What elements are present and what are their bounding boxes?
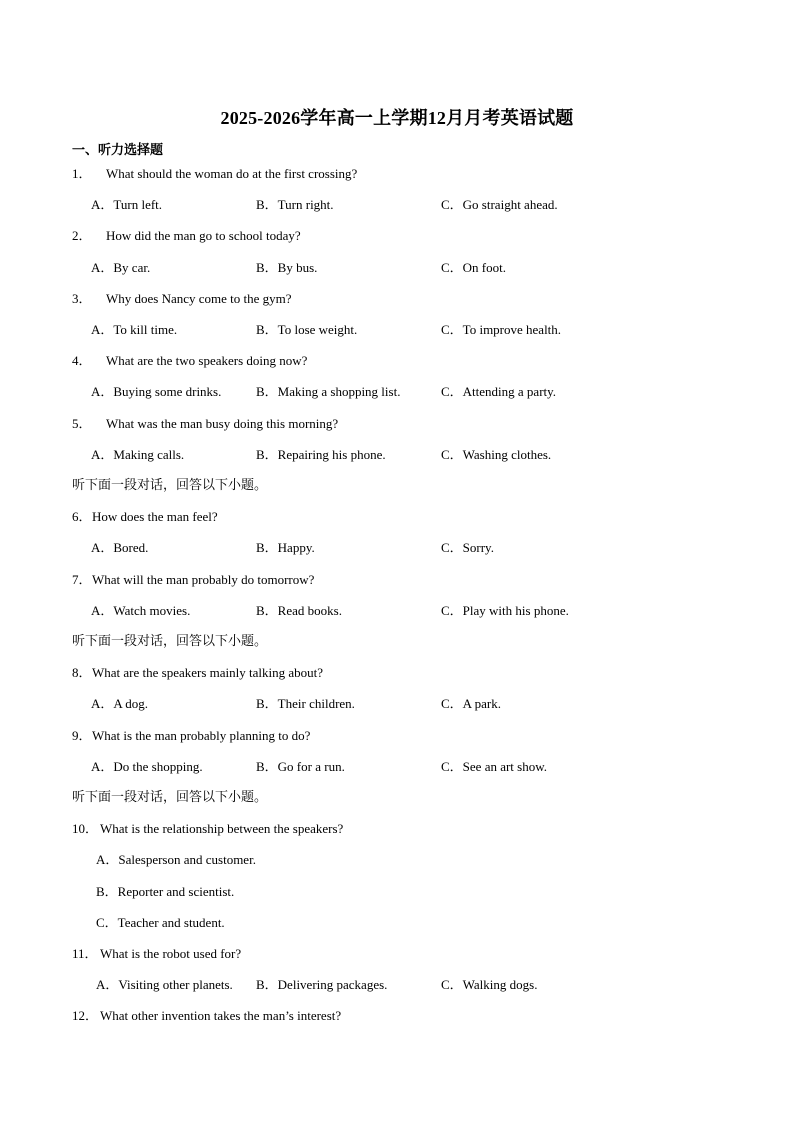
option-a: A．Watch movies. xyxy=(91,603,191,618)
option-a: A．Bored. xyxy=(91,540,149,555)
question-9 xyxy=(72,728,310,744)
question-number: 2． xyxy=(72,228,92,243)
page-title: 2025-2026学年高一上学期12月月考英语试题 xyxy=(220,108,574,128)
option-c: C．Attending a party. xyxy=(441,384,557,399)
option-b: B．Reporter and scientist. xyxy=(96,884,235,899)
question-4 xyxy=(72,353,307,369)
question-3 xyxy=(72,291,292,307)
option-c: C．To improve health. xyxy=(441,322,562,337)
question-1 xyxy=(72,166,357,182)
option-b: B．Repairing his phone. xyxy=(256,447,386,462)
question-number: 1． xyxy=(72,166,92,181)
option-c: C．Walking dogs. xyxy=(441,977,538,992)
option-c: C．Play with his phone. xyxy=(441,603,569,618)
question-text: What was the man busy doing this morning? xyxy=(106,416,339,431)
option-a: A．Turn left. xyxy=(91,197,163,212)
option-b: B．By bus. xyxy=(256,260,318,275)
option-b: B．Read books. xyxy=(256,603,342,618)
question-text: What will the man probably do tomorrow? xyxy=(92,572,315,587)
option-b: B．Go for a run. xyxy=(256,759,345,774)
option-c: C．Go straight ahead. xyxy=(441,197,558,212)
question-number: 7． xyxy=(72,572,92,587)
question-text: Why does Nancy come to the gym? xyxy=(106,291,292,306)
option-b: B．Their children. xyxy=(256,696,355,711)
question-number: 5． xyxy=(72,416,92,431)
question-12 xyxy=(72,1008,341,1024)
question-number: 6． xyxy=(72,509,92,524)
option-a: A．Visiting other planets. xyxy=(96,977,233,992)
question-number: 12． xyxy=(72,1008,99,1023)
option-b: B．Happy. xyxy=(256,540,315,555)
option-c: C．On foot. xyxy=(441,260,507,275)
question-number: 10． xyxy=(72,821,99,836)
question-number: 8． xyxy=(72,665,92,680)
question-8 xyxy=(72,665,323,681)
question-number: 9． xyxy=(72,728,92,743)
question-text: How did the man go to school today? xyxy=(106,228,301,243)
option-c: C．Sorry. xyxy=(441,540,494,555)
question-text: What are the two speakers doing now? xyxy=(106,353,308,368)
listening-instruction: 听下面一段对话，回答以下小题。 xyxy=(72,790,268,805)
option-a: A．A dog. xyxy=(91,696,149,711)
question-number: 11． xyxy=(72,946,98,961)
question-6 xyxy=(72,509,218,525)
option-a: A．By car. xyxy=(91,260,151,275)
option-a: A．Do the shopping. xyxy=(91,759,203,774)
question-10 xyxy=(72,821,343,837)
option-a: A．Buying some drinks. xyxy=(91,384,222,399)
option-a: A．Making calls. xyxy=(91,447,185,462)
question-text: What is the man probably planning to do? xyxy=(92,728,311,743)
question-number: 3． xyxy=(72,291,92,306)
option-b: B．Delivering packages. xyxy=(256,977,388,992)
question-5 xyxy=(72,416,338,432)
option-b: B．Making a shopping list. xyxy=(256,384,401,399)
option-b: B．To lose weight. xyxy=(256,322,358,337)
option-c: C．Washing clothes. xyxy=(441,447,552,462)
question-11 xyxy=(72,946,241,962)
option-b: B．Turn right. xyxy=(256,197,334,212)
option-c: C．Teacher and student. xyxy=(96,915,225,930)
question-text: How does the man feel? xyxy=(92,509,218,524)
section-heading: 一、听力选择题 xyxy=(72,143,164,158)
listening-instruction: 听下面一段对话，回答以下小题。 xyxy=(72,634,268,649)
option-c: C．A park. xyxy=(441,696,501,711)
question-number: 4． xyxy=(72,353,92,368)
question-text: What are the speakers mainly talking about? xyxy=(92,665,324,680)
option-a: A．Salesperson and customer. xyxy=(96,852,256,867)
option-c: C．See an art show. xyxy=(441,759,548,774)
option-a: A．To kill time. xyxy=(91,322,178,337)
question-text: What is the robot used for? xyxy=(100,946,242,961)
question-text: What should the woman do at the first crossing? xyxy=(106,166,358,181)
question-2 xyxy=(72,228,301,244)
listening-instruction: 听下面一段对话，回答以下小题。 xyxy=(72,478,268,493)
question-text: What is the relationship between the speakers? xyxy=(100,821,344,836)
question-7 xyxy=(72,572,314,588)
question-text: What other invention takes the man’s interest? xyxy=(100,1008,342,1023)
